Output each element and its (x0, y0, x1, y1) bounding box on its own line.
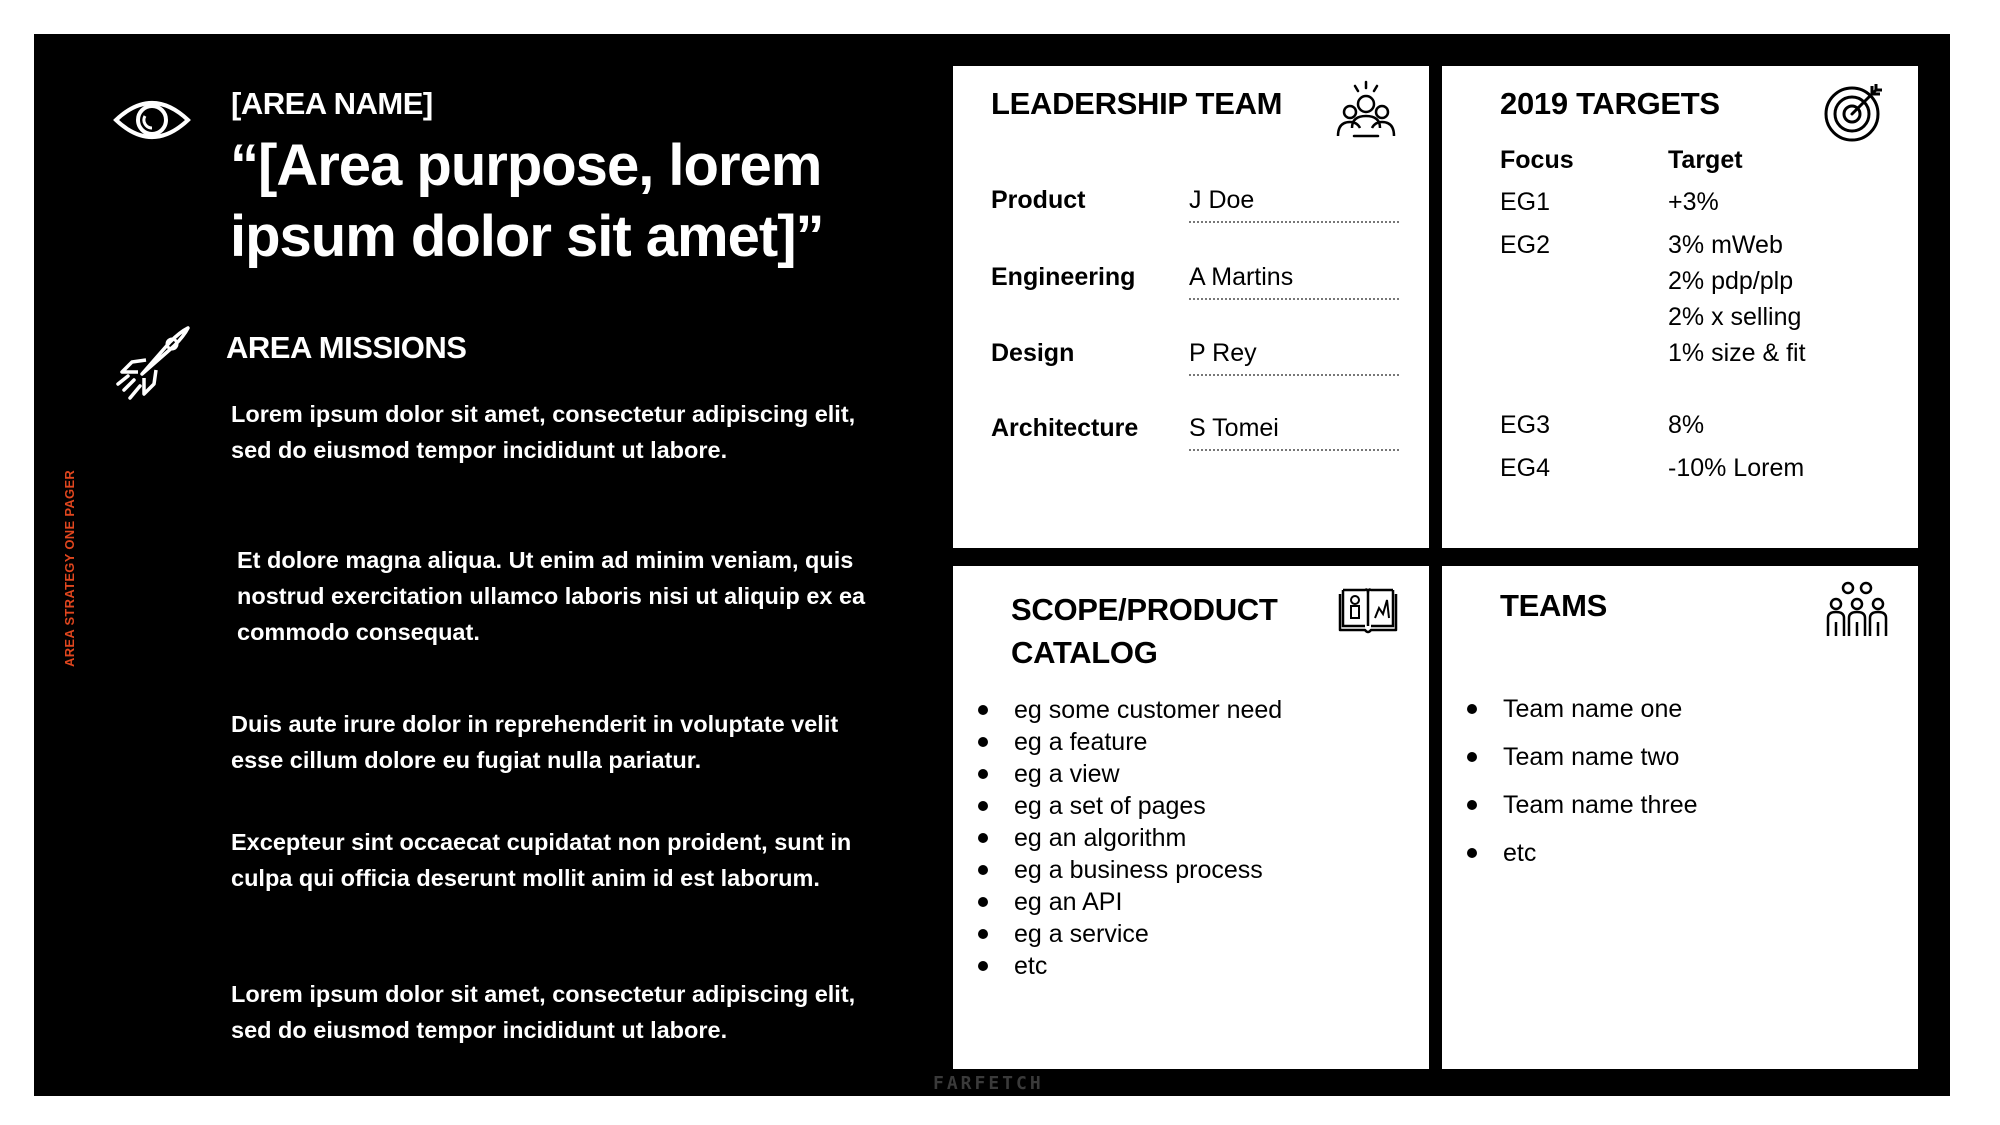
mission-paragraph: Et dolore magna aliqua. Ut enim ad minim veniam, quis nostrud exercitation ullamco laboris nisi ut aliquip ex ea commodo consequat. (237, 547, 866, 645)
scope-card (953, 566, 1429, 1069)
leadership-name: P Rey (1189, 339, 1399, 376)
target-cell: 1% size & fit (1668, 339, 1806, 367)
teams-title: TEAMS (1500, 588, 1608, 623)
missions-heading: AREA MISSIONS (226, 330, 467, 365)
list-item: eg a set of pages (978, 790, 1282, 822)
mission-paragraph: Lorem ipsum dolor sit amet, consectetur adipiscing elit, sed do eiusmod tempor incididunt ut labore. (231, 401, 856, 463)
focus-cell: EG3 (1500, 411, 1551, 439)
teams-card (1442, 566, 1918, 1069)
target-cell: 8% (1668, 411, 1705, 439)
scope-title (1011, 588, 1278, 674)
list-item: eg a view (978, 758, 1282, 790)
target-icon (1822, 80, 1886, 144)
catalog-book-icon (1337, 586, 1399, 636)
scope-title-line: SCOPE/PRODUCT (1011, 592, 1278, 627)
area-purpose: “[Area purpose, lorem ipsum dolor sit amet]” (230, 133, 824, 269)
list-item: eg some customer need (978, 694, 1282, 726)
targets-card (1442, 66, 1918, 548)
list-item: Team name three (1467, 781, 1698, 829)
list-item: Team name two (1467, 733, 1698, 781)
leadership-role: Design (991, 339, 1075, 367)
target-header: Target (1668, 146, 1743, 174)
rocket-icon (112, 322, 194, 404)
leadership-role: Engineering (991, 263, 1136, 291)
target-cell: 3% mWeb (1668, 231, 1783, 259)
target-cell: 2% x selling (1668, 303, 1802, 331)
list-item: etc (978, 950, 1282, 982)
target-cell: +3% (1668, 188, 1719, 216)
teams-list (1467, 685, 1698, 877)
list-item: eg a service (978, 918, 1282, 950)
target-cell: -10% Lorem (1668, 454, 1805, 482)
targets-title: 2019 TARGETS (1500, 86, 1720, 121)
focus-cell: EG4 (1500, 454, 1551, 482)
focus-cell: EG1 (1500, 188, 1551, 216)
list-item: eg a feature (978, 726, 1282, 758)
leadership-name: A Martins (1189, 263, 1399, 300)
leadership-title: LEADERSHIP TEAM (991, 86, 1283, 121)
list-item: eg an algorithm (978, 822, 1282, 854)
mission-paragraph: Lorem ipsum dolor sit amet, consectetur adipiscing elit, sed do eiusmod tempor incididunt ut labore. (231, 981, 856, 1043)
list-item: Team name one (1467, 685, 1698, 733)
target-cell: 2% pdp/plp (1668, 267, 1794, 295)
leadership-name: S Tomei (1189, 414, 1399, 451)
focus-header: Focus (1500, 146, 1574, 174)
area-name: [AREA NAME] (231, 86, 433, 121)
teams-people-icon (1826, 580, 1888, 642)
list-item: eg an API (978, 886, 1282, 918)
side-label: AREA STRATEGY ONE PAGER (62, 469, 77, 668)
focus-cell: EG2 (1500, 231, 1551, 259)
leadership-card (953, 66, 1429, 548)
leadership-name: J Doe (1189, 186, 1399, 223)
scope-list (978, 694, 1282, 982)
leadership-role: Architecture (991, 414, 1139, 442)
leadership-role: Product (991, 186, 1086, 214)
mission-paragraph: Excepteur sint occaecat cupidatat non proident, sunt in culpa qui officia deserunt mollit anim id est laborum. (231, 829, 852, 891)
brand-watermark: FARFETCH (933, 1073, 1044, 1094)
leadership-team-icon (1333, 78, 1399, 144)
list-item: etc (1467, 829, 1698, 877)
mission-paragraph: Duis aute irure dolor in reprehenderit in voluptate velit esse cillum dolore eu fugiat nulla pariatur. (231, 711, 839, 773)
scope-title-line: CATALOG (1011, 635, 1158, 670)
list-item: eg a business process (978, 854, 1282, 886)
eye-icon (112, 92, 192, 148)
